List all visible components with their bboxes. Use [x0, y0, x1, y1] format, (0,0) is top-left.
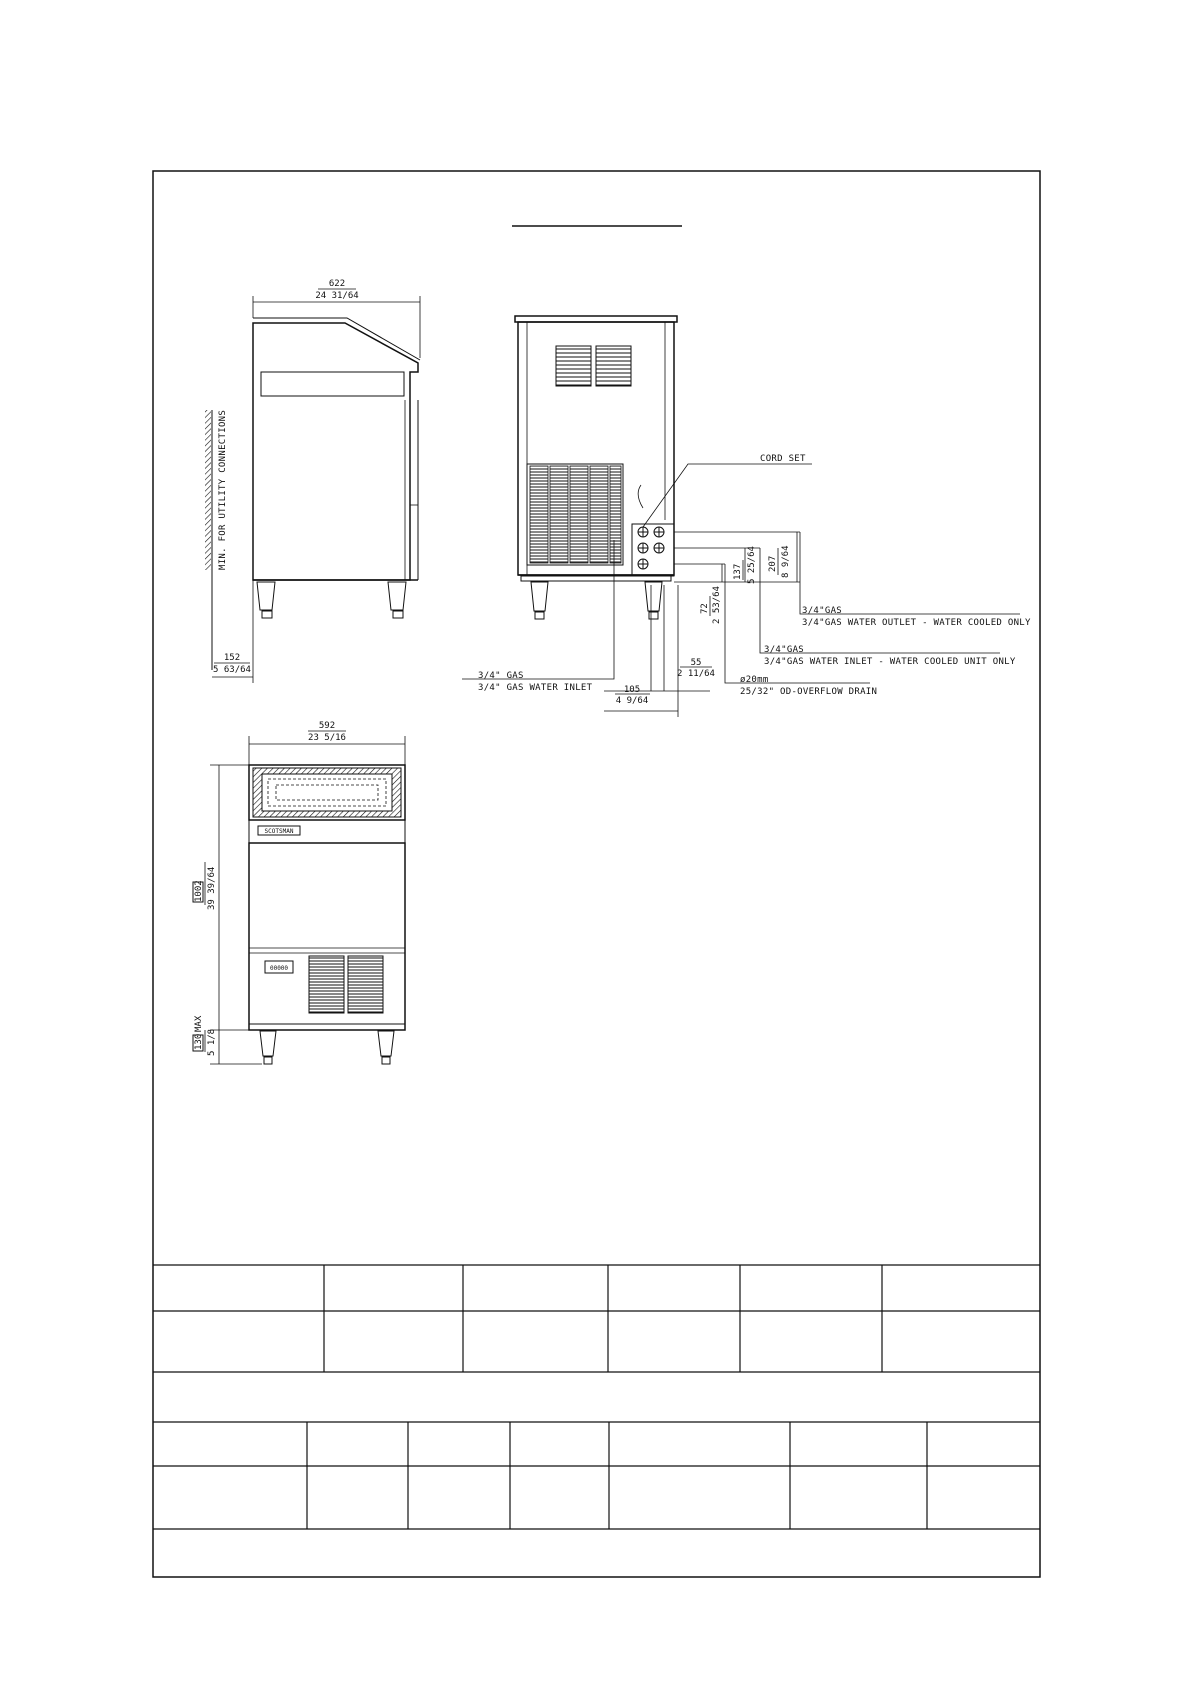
dim-137-mm: 137 [733, 563, 743, 580]
label-outlet-2: 3/4"GAS WATER OUTLET - WATER COOLED ONLY [802, 618, 1031, 628]
side-leg-left [257, 582, 275, 610]
label-drain-2: 25/32" OD-OVERFLOW DRAIN [740, 687, 878, 697]
rear-vent-upper-right [596, 346, 631, 386]
side-body-outline [253, 323, 418, 580]
label-outlet-1: 3/4"GAS [802, 606, 843, 616]
side-panel-rect [261, 372, 404, 396]
rear-leg-left [531, 582, 548, 611]
label-cord-set: CORD SET [760, 454, 806, 464]
spec-tables [153, 1265, 1040, 1529]
side-leg-right [388, 582, 406, 610]
dim-1002-in: 39 39/64 [207, 866, 217, 910]
dim-105-mm: 105 [623, 685, 641, 695]
front-view [193, 721, 405, 1064]
wall-hatch [205, 410, 211, 570]
cord-set-leader [643, 464, 812, 527]
dim-55-in: 2 11/64 [677, 669, 715, 679]
rear-leg-right [645, 582, 662, 611]
label-inlet-1: 3/4" GAS [478, 671, 524, 681]
dim-130-max: MAX [194, 1015, 204, 1032]
dim-130-mm: 130 [194, 1033, 204, 1050]
front-leg-left [260, 1031, 276, 1056]
label-drain-1: ø20mm [740, 675, 769, 685]
dim-105-in: 4 9/64 [615, 696, 649, 706]
dim-72-mm: 72 [700, 603, 710, 614]
label-inlet-wc-1: 3/4"GAS [764, 645, 805, 655]
dim-152-mm: 152 [223, 653, 241, 663]
dim-622-in: 24 31/64 [315, 291, 359, 301]
control-panel-text: 00000 [269, 965, 289, 972]
dim-207-in: 8 9/64 [781, 545, 791, 578]
dim-592-mm: 592 [318, 721, 336, 731]
side-view [205, 279, 420, 683]
front-leg-right [378, 1031, 394, 1056]
dim-152-in: 5 63/64 [213, 665, 251, 675]
brand-logo-text: SCOTSMAN [264, 828, 294, 835]
rear-view [462, 316, 1031, 717]
dim-207-mm: 207 [768, 555, 778, 572]
label-inlet-2: 3/4" GAS WATER INLET [478, 683, 593, 693]
front-vent-right [348, 956, 383, 1013]
dim-592-in: 23 5/16 [308, 733, 346, 743]
dim-137-in: 5 25/64 [747, 546, 757, 584]
dim-55-mm: 55 [690, 658, 702, 668]
dim-622-mm: 622 [328, 279, 346, 289]
dim-130-in: 5 1/8 [207, 1028, 217, 1056]
label-inlet-wc-2: 3/4"GAS WATER INLET - WATER COOLED UNIT ONLY [764, 657, 1016, 667]
rear-vent-upper-left [556, 346, 591, 386]
dim-1002-mm: 1002 [194, 880, 204, 902]
connection-fittings [638, 527, 664, 569]
front-vent-left [309, 956, 344, 1013]
dim-72-in: 2 53/64 [712, 586, 722, 624]
clearance-label: MIN. FOR UTILITY CONNECTIONS [218, 409, 228, 570]
